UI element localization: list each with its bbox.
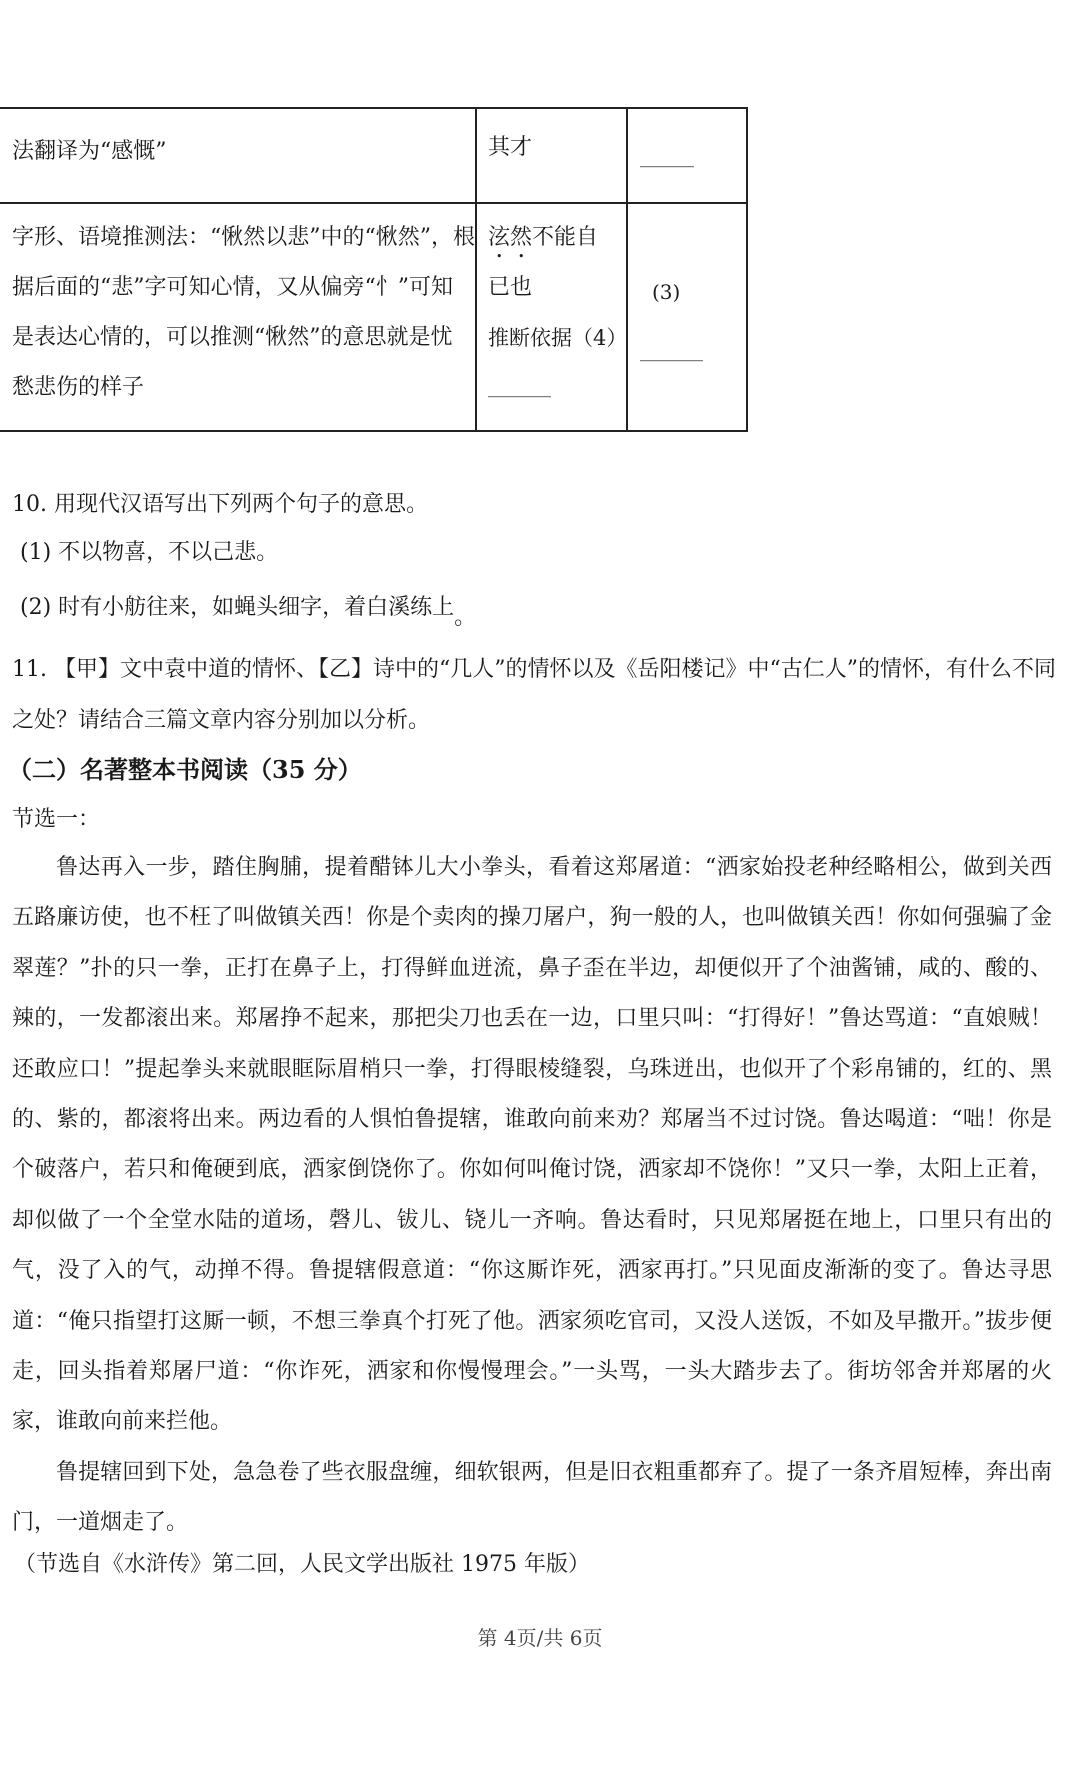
table-row2-method-line: 字形、语境推测法：“愀然以悲”中的“愀然”，根 <box>12 225 475 250</box>
table-border-top <box>0 107 746 109</box>
table-row1-answer-blank: ______ <box>640 147 694 168</box>
table-row2-method-line: 愁悲伤的样子 <box>12 375 145 400</box>
dotted-word: 泫然 <box>488 225 533 250</box>
table-row2-answer-blank: _______ <box>640 341 703 362</box>
question-11-line2: 之处？请结合三篇文章内容分别加以分析。 <box>12 708 431 733</box>
table-row-divider <box>0 202 746 204</box>
question-10-sub-1: (1) 不以物喜，不以己悲。 <box>20 540 279 565</box>
table-row1-example: 其才 <box>488 135 533 160</box>
question-10: 10. 用现代汉语写出下列两个句子的意思。 <box>12 492 428 517</box>
table-row1-method: 法翻译为“感慨” <box>12 139 167 164</box>
question-10-sub-2 <box>20 583 1050 633</box>
excerpt-paragraph-2: 鲁提辖回到下处，急急卷了些衣服盘缠，细软银两，但是旧衣粗重都弃了。提了一条齐眉短棒，奔出南门，一道烟走了。 <box>12 1459 1052 1536</box>
method-table <box>0 107 748 432</box>
excerpt-body <box>12 843 1052 1549</box>
question-11-line1: 11. 【甲】文中袁中道的情怀、【乙】诗中的“几人”的情怀以及《岳阳楼记》中“古仁人”的情怀，有什么不同 <box>12 657 1056 682</box>
page-number: 第 4页/共 6页 <box>477 1626 603 1650</box>
table-row2-method-line: 是表达心情的，可以推测“愀然”的意思就是忧 <box>12 325 453 350</box>
question-10-sub-2-text: (2) 时有小舫往来，如蝇头细字，着白溪练上 <box>20 595 455 620</box>
section-heading: （二）名著整本书阅读（35 分） <box>8 755 362 784</box>
excerpt-label: 节选一： <box>12 807 101 832</box>
example-text: 不能自 <box>532 225 599 250</box>
table-row2-answer-label: (3) <box>652 280 681 304</box>
table-row2-method <box>12 213 475 413</box>
table-row2-method-line: 据后面的“悲”字可知心情，又从偏旁“忄”可知 <box>12 275 453 300</box>
table-row2-example <box>488 213 628 413</box>
table-border-bottom <box>0 430 746 432</box>
question-10-sub-2-end: 。 <box>454 605 477 630</box>
example-text-line2: 已也 <box>488 275 533 300</box>
table-col-divider-2 <box>626 107 628 432</box>
excerpt-source: （节选自《水浒传》第二回，人民文学出版社 1975 年版） <box>14 1552 590 1577</box>
inference-basis-label: 推断依据（4） <box>488 326 628 350</box>
inference-basis-blank: _______ <box>488 377 551 398</box>
table-col-divider-1 <box>475 107 477 432</box>
excerpt-paragraph-1: 鲁达再入一步，踏住胸脯，提着醋钵儿大小拳头，看着这郑屠道：“洒家始投老种经略相公，做到关西五路廉访使，也不枉了叫做镇关西！你是个卖肉的操刀屠户，狗一般的人，也叫做镇关西！你如何强骗了金翠莲？”扑的只一拳，正打在鼻子上，打得鲜血迸流，鼻子歪在半边，却便似开了个油酱铺，咸的、酸的、辣的，一发都滚出来。郑屠挣不起来，那把尖刀也丢在一边，口里只叫：“打得好！”鲁达骂道：“直娘贼！还敢应口！”提起拳头来就眼眶际眉梢只一拳，打得眼棱缝裂，乌珠迸出，也似开了个彩帛铺的，红的、黑的、紫的，都滚将出来。两边看的人惧怕鲁提辖，谁敢向前来劝？郑屠当不过讨饶。鲁达喝道：“咄！你是个破落户，若只和俺硬到底，洒家倒饶你了。你如何叫俺讨饶，洒家却不饶你！”又只一拳，太阳上正着，却似做了一个全堂水陆的道场，磬儿、钹儿、铙儿一齐响。鲁达看时，只见郑屠挺在地上，口里只有出的气，没了入的气，动掸不得。鲁提辖假意道：“你这厮诈死，洒家再打。”只见面皮渐渐的变了。鲁达寻思道：“俺只指望打这厮一顿，不想三拳真个打死了他。洒家须吃官司，又没人送饭，不如及早撒开。”拔步便走，回头指着郑屠尸道：“你诈死，洒家和你慢慢理会。”一头骂，一头大踏步去了。街坊邻舍并郑屠的火家，谁敢向前来拦他。 <box>12 855 1052 1435</box>
